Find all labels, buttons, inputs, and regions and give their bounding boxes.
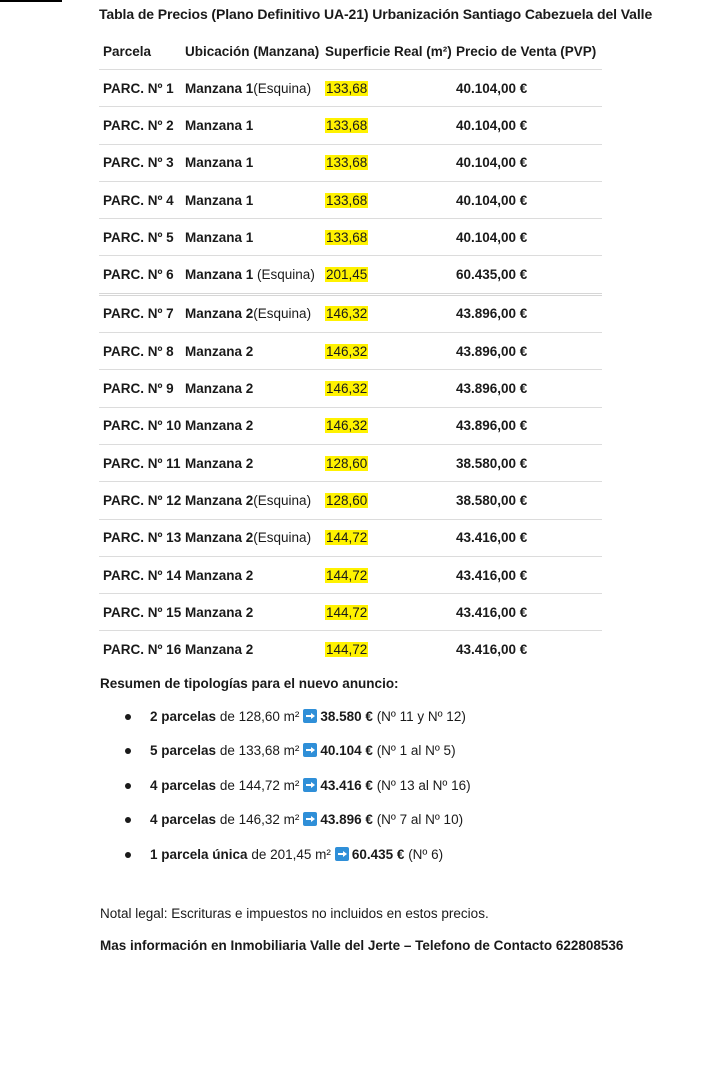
table-row	[99, 444, 602, 481]
table-row	[99, 70, 602, 107]
cell-superficie	[325, 333, 456, 370]
cell-manzana	[185, 333, 325, 370]
summary-count: 4 parcelas	[150, 777, 217, 793]
superficie-highlight: 133,68	[326, 229, 368, 245]
cell-manzana	[185, 107, 325, 144]
superficie-highlight: 144,72	[326, 530, 368, 546]
superficie-highlight: 133,68	[326, 155, 368, 171]
summary-range: (Nº 11 y Nº 12)	[372, 709, 466, 724]
cell-superficie	[325, 107, 456, 144]
summary-item	[100, 803, 471, 837]
manzana-name: Manzana 2	[185, 306, 254, 322]
page-title: Tabla de Precios (Plano Definitivo UA-21) Urbanización Santiago Cabezuela del Valle	[99, 6, 653, 22]
table-row	[99, 294, 602, 332]
summary-count: 4 parcelas	[150, 812, 217, 828]
cell-parcela: PARC. Nº 13	[99, 519, 185, 556]
table-row	[99, 594, 602, 631]
cell-precio: 43.896,00 €	[456, 333, 602, 370]
summary-price: 60.435 €	[351, 846, 405, 862]
summary-list	[100, 700, 471, 872]
cell-manzana	[185, 556, 325, 593]
cell-superficie	[325, 256, 456, 294]
manzana-name: Manzana 2	[185, 381, 254, 397]
manzana-name: Manzana 2	[185, 343, 254, 359]
cell-superficie	[325, 294, 456, 332]
summary-range: (Nº 1 al Nº 5)	[372, 743, 456, 759]
cell-precio: 43.416,00 €	[456, 594, 602, 631]
cell-parcela: PARC. Nº 10	[99, 407, 185, 444]
table-row	[99, 519, 602, 556]
arrow-right-icon	[303, 743, 317, 757]
cell-precio: 60.435,00 €	[456, 256, 602, 294]
cell-manzana	[185, 144, 325, 181]
summary-item	[100, 734, 471, 768]
summary-title: Resumen de tipologías para el nuevo anuncio:	[100, 676, 399, 691]
manzana-extra: (Esquina)	[253, 492, 312, 508]
table-row	[99, 107, 602, 144]
cell-parcela: PARC. Nº 5	[99, 219, 185, 256]
cell-precio: 43.896,00 €	[456, 407, 602, 444]
summary-area: de 128,60 m²	[216, 709, 300, 724]
cell-superficie	[325, 370, 456, 407]
bullet-icon	[125, 817, 131, 823]
cell-precio: 40.104,00 €	[456, 107, 602, 144]
manzana-extra: (Esquina)	[253, 267, 315, 283]
arrow-right-icon	[303, 778, 317, 792]
summary-area: de 201,45 m²	[247, 846, 331, 862]
superficie-highlight: 146,32	[326, 343, 368, 359]
table-row	[99, 256, 602, 294]
summary-price: 43.896 €	[320, 812, 373, 828]
superficie-highlight: 133,68	[326, 117, 368, 133]
cell-parcela: PARC. Nº 8	[99, 333, 185, 370]
manzana-name: Manzana 1	[185, 80, 254, 96]
manzana-extra: (Esquina)	[253, 80, 312, 96]
summary-area: de 144,72 m²	[216, 777, 300, 793]
bullet-icon	[125, 748, 131, 754]
superficie-highlight: 144,72	[326, 567, 368, 583]
cell-superficie	[325, 407, 456, 444]
superficie-highlight: 133,68	[326, 80, 368, 96]
manzana-extra: (Esquina)	[253, 306, 312, 322]
manzana-name: Manzana 1	[185, 117, 254, 133]
superficie-highlight: 146,32	[326, 418, 368, 434]
table-row	[99, 181, 602, 218]
arrow-right-icon	[303, 709, 317, 723]
manzana-name: Manzana 2	[185, 492, 254, 508]
cell-precio: 43.416,00 €	[456, 556, 602, 593]
cell-manzana	[185, 219, 325, 256]
table-row	[99, 482, 602, 519]
manzana-name: Manzana 2	[185, 567, 254, 583]
cell-superficie	[325, 631, 456, 668]
cell-precio: 40.104,00 €	[456, 219, 602, 256]
cell-precio: 43.416,00 €	[456, 631, 602, 668]
table-row	[99, 407, 602, 444]
summary-price: 43.416 €	[320, 777, 373, 793]
summary-item	[100, 700, 471, 734]
superficie-highlight: 146,32	[326, 381, 368, 397]
cell-parcela: PARC. Nº 16	[99, 631, 185, 668]
cell-precio: 40.104,00 €	[456, 70, 602, 107]
cell-precio: 38.580,00 €	[456, 444, 602, 481]
bullet-icon	[125, 852, 131, 858]
summary-range: (Nº 7 al Nº 10)	[372, 812, 464, 828]
manzana-name: Manzana 2	[185, 418, 254, 434]
summary-count: 1 parcela única	[150, 846, 248, 862]
bullet-icon	[125, 714, 131, 720]
summary-count: 2 parcelas	[150, 709, 217, 724]
manzana-name: Manzana 2	[185, 455, 254, 471]
manzana-name: Manzana 1	[185, 192, 254, 208]
cell-manzana	[185, 444, 325, 481]
superficie-highlight: 128,60	[326, 455, 368, 471]
manzana-name: Manzana 2	[185, 530, 254, 546]
manzana-name: Manzana 1	[185, 267, 254, 283]
cell-manzana	[185, 482, 325, 519]
legal-note: Notal legal: Escrituras e impuestos no incluidos en estos precios.	[100, 906, 489, 921]
cell-manzana	[185, 407, 325, 444]
arrow-right-icon	[335, 847, 349, 861]
cell-manzana	[185, 256, 325, 294]
manzana-name: Manzana 1	[185, 155, 254, 171]
cell-precio: 43.896,00 €	[456, 294, 602, 332]
summary-range: (Nº 6)	[404, 846, 444, 862]
summary-item	[100, 838, 471, 872]
cell-parcela: PARC. Nº 1	[99, 70, 185, 107]
cell-superficie	[325, 482, 456, 519]
cell-precio: 40.104,00 €	[456, 144, 602, 181]
cell-parcela: PARC. Nº 15	[99, 594, 185, 631]
manzana-name: Manzana 2	[185, 604, 254, 620]
cell-superficie	[325, 144, 456, 181]
summary-price: 38.580 €	[320, 709, 373, 724]
cell-manzana	[185, 70, 325, 107]
cell-superficie	[325, 219, 456, 256]
superficie-highlight: 133,68	[326, 192, 368, 208]
summary-count: 5 parcelas	[150, 743, 217, 759]
top-edge-line	[0, 0, 62, 2]
table-row	[99, 333, 602, 370]
cell-superficie	[325, 594, 456, 631]
cell-parcela: PARC. Nº 3	[99, 144, 185, 181]
cell-parcela: PARC. Nº 6	[99, 256, 185, 294]
cell-precio: 43.416,00 €	[456, 519, 602, 556]
summary-price: 40.104 €	[320, 743, 373, 759]
price-table	[99, 33, 602, 668]
table-row	[99, 144, 602, 181]
cell-manzana	[185, 370, 325, 407]
cell-parcela: PARC. Nº 12	[99, 482, 185, 519]
header-precio: Precio de Venta (PVP)	[456, 43, 597, 59]
superficie-highlight: 144,72	[326, 604, 368, 620]
cell-parcela: PARC. Nº 4	[99, 181, 185, 218]
cell-parcela: PARC. Nº 9	[99, 370, 185, 407]
manzana-name: Manzana 2	[185, 642, 254, 658]
superficie-highlight: 146,32	[326, 306, 368, 322]
cell-manzana	[185, 294, 325, 332]
contact-info: Mas información en Inmobiliaria Valle del Jerte – Telefono de Contacto 622808536	[100, 938, 624, 953]
cell-superficie	[325, 556, 456, 593]
cell-superficie	[325, 444, 456, 481]
cell-manzana	[185, 519, 325, 556]
cell-parcela: PARC. Nº 11	[99, 444, 185, 481]
table-row	[99, 631, 602, 668]
table-row	[99, 219, 602, 256]
summary-item	[100, 769, 471, 803]
summary-range: (Nº 13 al Nº 16)	[372, 777, 471, 793]
table-header-row	[99, 33, 602, 70]
header-parcela: Parcela	[103, 43, 152, 59]
superficie-highlight: 201,45	[326, 267, 368, 283]
arrow-right-icon	[303, 812, 317, 826]
manzana-extra: (Esquina)	[253, 530, 312, 546]
cell-superficie	[325, 70, 456, 107]
cell-superficie	[325, 519, 456, 556]
table-row	[99, 556, 602, 593]
summary-area: de 146,32 m²	[216, 812, 300, 828]
cell-parcela: PARC. Nº 14	[99, 556, 185, 593]
cell-parcela: PARC. Nº 2	[99, 107, 185, 144]
manzana-name: Manzana 1	[185, 229, 254, 245]
superficie-highlight: 128,60	[326, 492, 368, 508]
cell-precio: 40.104,00 €	[456, 181, 602, 218]
cell-parcela: PARC. Nº 7	[99, 294, 185, 332]
cell-precio: 38.580,00 €	[456, 482, 602, 519]
cell-manzana	[185, 181, 325, 218]
cell-superficie	[325, 181, 456, 218]
cell-precio: 43.896,00 €	[456, 370, 602, 407]
cell-manzana	[185, 594, 325, 631]
bullet-icon	[125, 783, 131, 789]
cell-manzana	[185, 631, 325, 668]
header-ubicacion: Ubicación (Manzana)	[185, 43, 320, 59]
summary-area: de 133,68 m²	[216, 743, 300, 759]
header-superficie: Superficie Real (m²)	[325, 43, 452, 59]
superficie-highlight: 144,72	[326, 642, 368, 658]
table-row	[99, 370, 602, 407]
